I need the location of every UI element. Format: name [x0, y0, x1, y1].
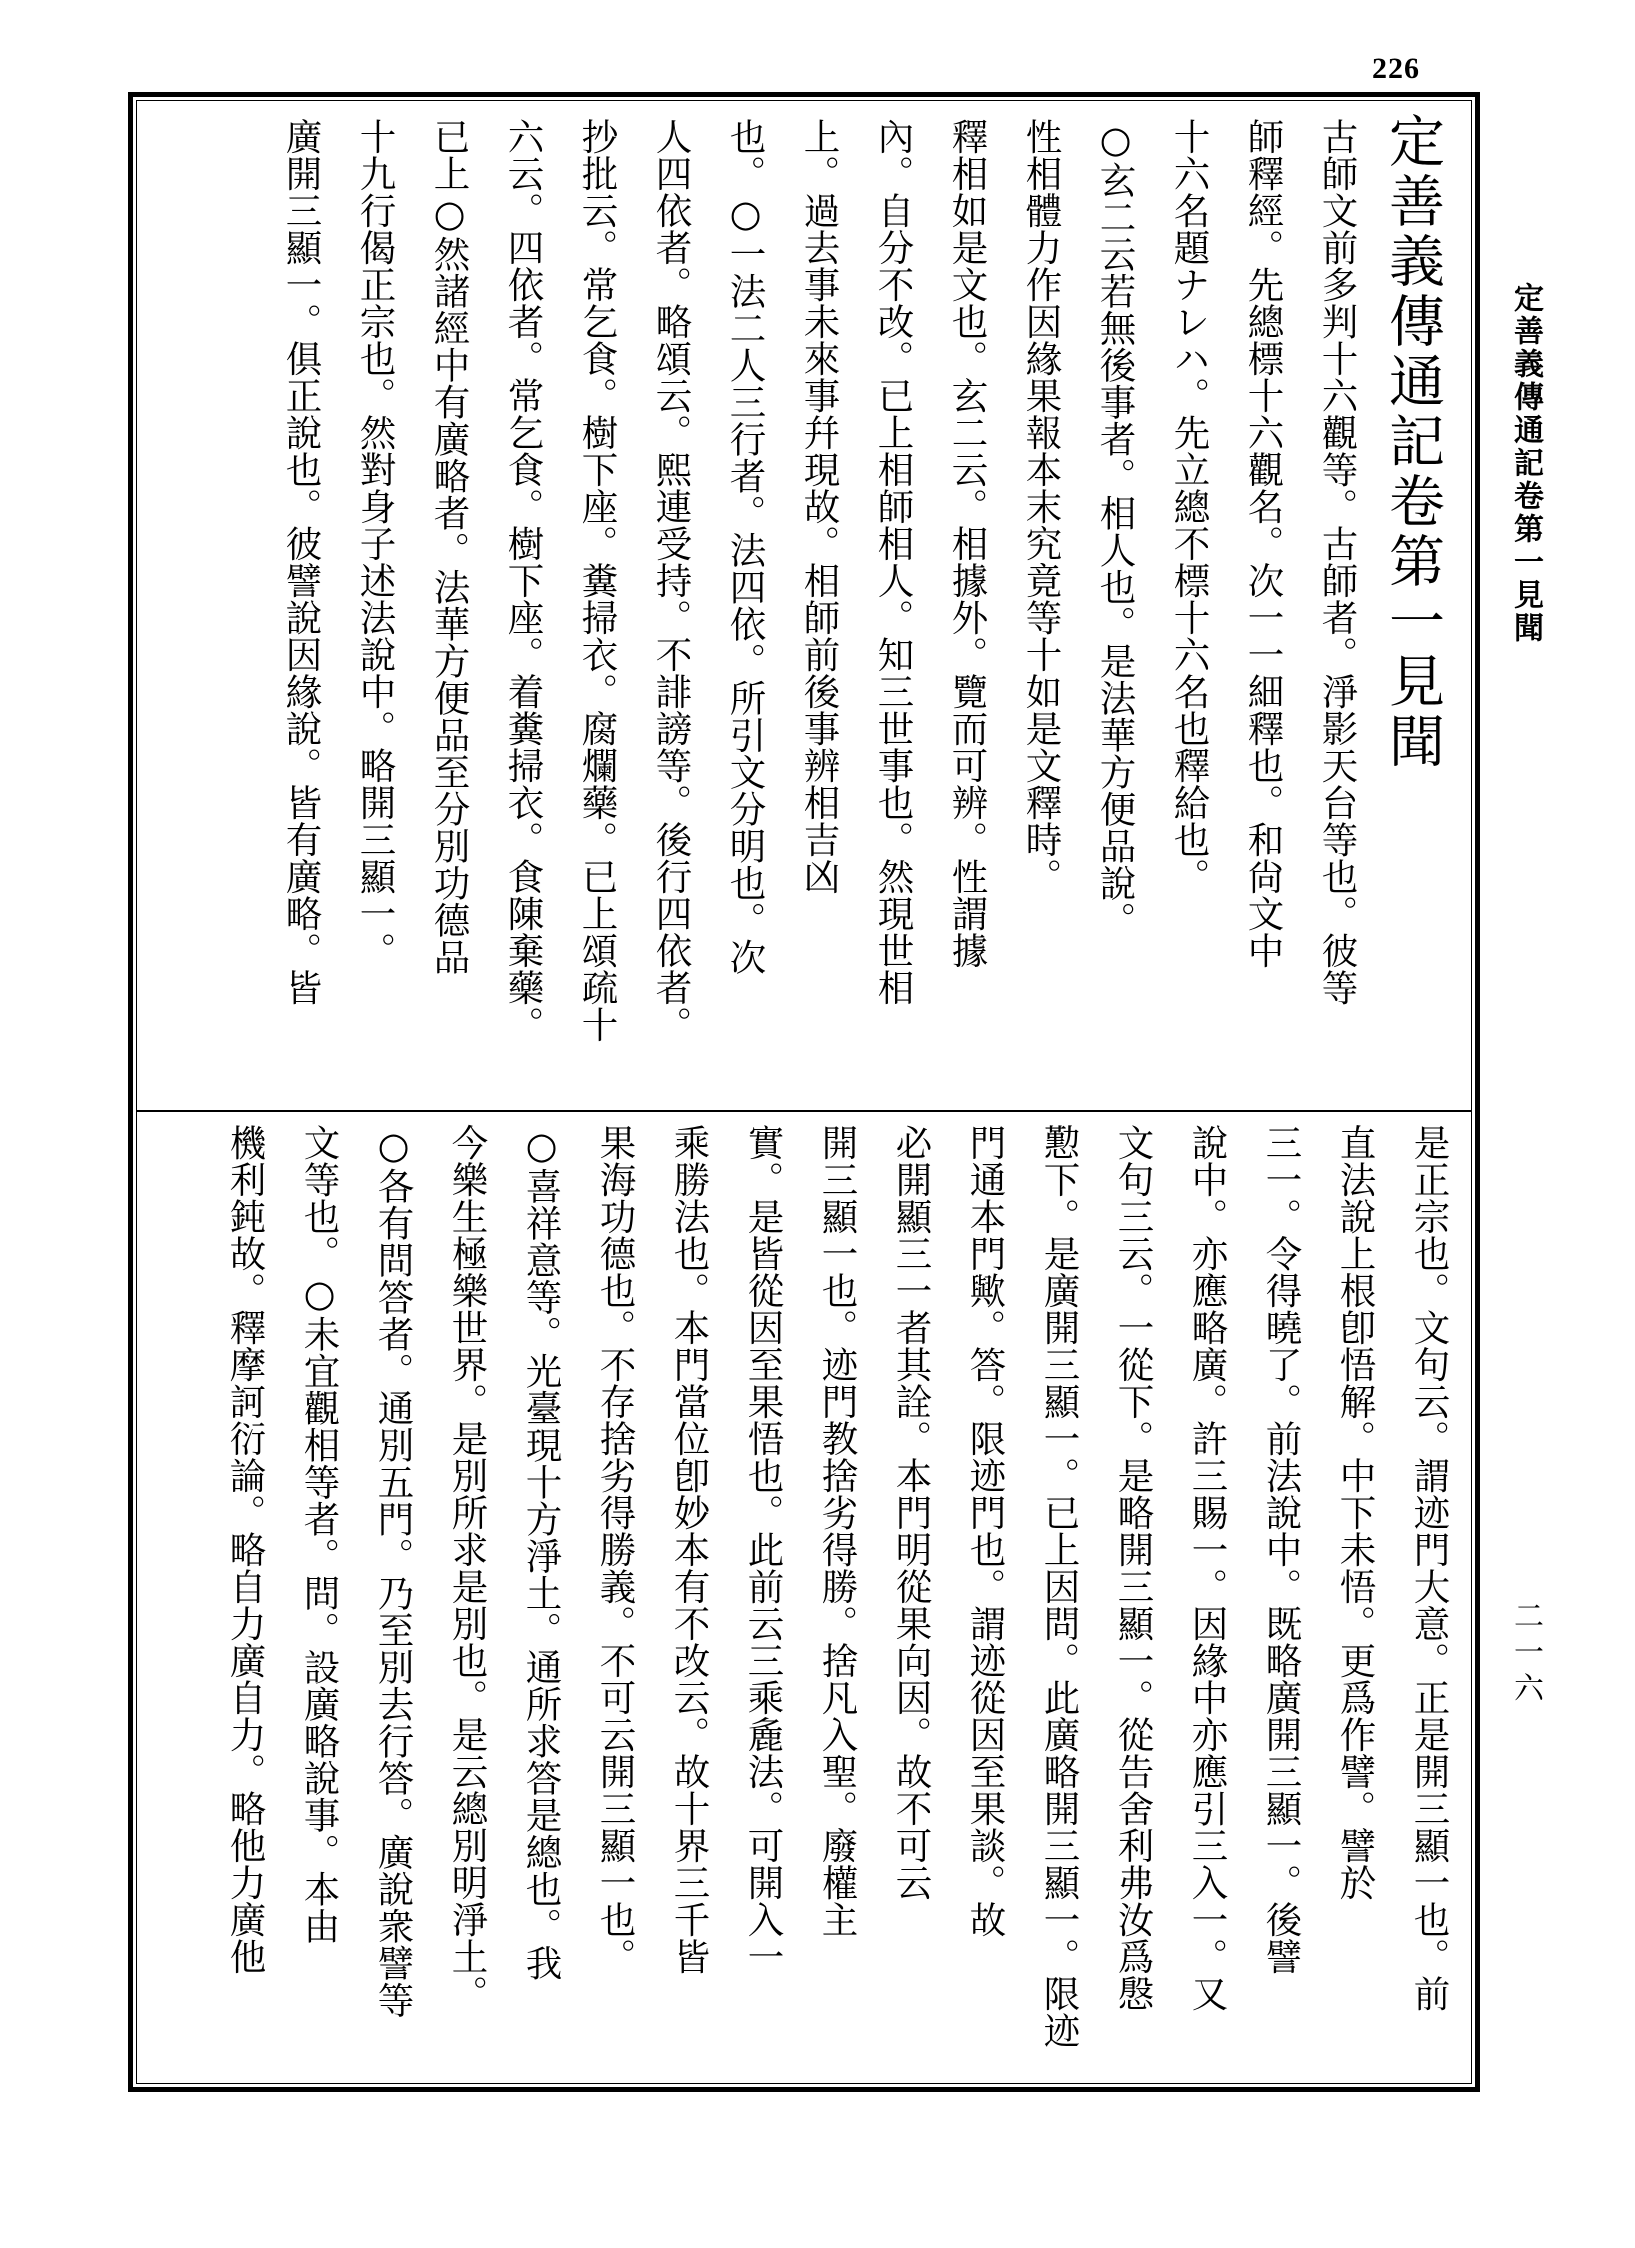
- text-line: 廣開三顯一。俱正說也。彼譬說因緣說。皆有廣略。皆: [280, 118, 323, 1006]
- text-line: 十六名題ナレハ。先立總不標十六名也釋給也。: [1168, 118, 1211, 895]
- running-title: 定善義傳通記卷第一見聞: [1508, 282, 1543, 645]
- text-line: ○玄二云若無後事者。相人也。是法華方便品說。: [1094, 118, 1137, 939]
- text-line: 六云。四依者。常乞食。樹下座。着糞掃衣。食陳棄藥。: [502, 118, 545, 1043]
- text-line: 性相體力作因緣果報本末究竟等十如是文釋時。: [1020, 118, 1063, 895]
- bottom-text-block: [150, 1124, 1466, 2072]
- text-line: 懃下。是廣開三顯一。已上因問。此廣略開三顯一。限迹: [1038, 1124, 1081, 2049]
- text-line: 門通本門歟。答。限迹門也。謂迹從因至果談。故: [964, 1124, 1007, 1938]
- text-line: ○喜祥意等。光臺現十方淨土。通所求答是總也。我: [520, 1124, 563, 1982]
- text-line: 內。自分不改。已上相師相人。知三世事也。然現世相: [872, 118, 915, 1006]
- text-line: 今樂生極樂世界。是別所求是別也。是云總別明淨土。: [446, 1124, 489, 2012]
- text-line: 機利鈍故。釋摩訶衍論。略自力廣自力。略他力廣他: [224, 1124, 267, 1975]
- text-line: 實。是皆從因至果悟也。此前云三乘麁法。可開入一: [742, 1124, 785, 1975]
- text-line: 直法說上根卽悟解。中下未悟。更爲作譬。譬於: [1334, 1124, 1377, 1901]
- text-line: 文等也。○未宜觀相等者。問。設廣略說事。本由: [298, 1124, 341, 1945]
- text-line: 果海功德也。不存捨劣得勝義。不可云開三顯一也。: [594, 1124, 637, 1975]
- text-line: 開三顯一也。迹門教捨劣得勝。捨凡入聖。廢權主: [816, 1124, 859, 1938]
- text-line: 是正宗也。文句云。謂迹門大意。正是開三顯一也。前: [1408, 1124, 1451, 2012]
- text-line: 說中。亦應略廣。許三賜一。因緣中亦應引三入一。又: [1186, 1124, 1229, 2012]
- text-line: 上。過去事未來事幷現故。相師前後事辨相吉凶: [798, 118, 841, 895]
- book-title: 定善義傳通記卷第一見聞: [1380, 112, 1445, 772]
- text-line: 也。○一法二人三行者。法四依。所引文分明也。次: [724, 118, 767, 976]
- text-line: 三一。令得曉了。前法說中。既略廣開三顯一。後譬: [1260, 1124, 1303, 1975]
- text-line: 抄批云。常乞食。樹下座。糞掃衣。腐爛藥。已上頌疏十: [576, 118, 619, 1043]
- text-line: 文句三云。一從下。是略開三顯一。從告舍利弗汝爲慇: [1112, 1124, 1155, 2012]
- text-line: 人四依者。略頌云。熙連受持。不誹謗等。後行四依者。: [650, 118, 693, 1043]
- text-line: 十九行偈正宗也。然對身子述法說中。略開三顯一。: [354, 118, 397, 969]
- text-line: 古師文前多判十六觀等。古師者。淨影天台等也。彼等: [1316, 118, 1359, 1006]
- text-line: 必開顯三一者其詮。本門明從果向因。故不可云: [890, 1124, 933, 1901]
- text-line: 已上○然諸經中有廣略者。法華方便品至分別功德品: [428, 118, 471, 976]
- text-line: 乘勝法也。本門當位卽妙本有不改云。故十界三千皆: [668, 1124, 711, 1975]
- text-line: 師釋經。先總標十六觀名。次一一細釋也。和尙文中: [1242, 118, 1285, 969]
- page-number: 226: [1372, 52, 1420, 85]
- top-text-block: [150, 118, 1374, 1100]
- margin-page-label: 二一六: [1508, 1600, 1543, 1708]
- text-line: ○各有問答者。通別五門。乃至別去行答。廣說衆譬等: [372, 1124, 415, 2019]
- text-line: 釋相如是文也。玄二云。相據外。覽而可辨。性謂據: [946, 118, 989, 969]
- section-divider: [136, 1110, 1472, 1112]
